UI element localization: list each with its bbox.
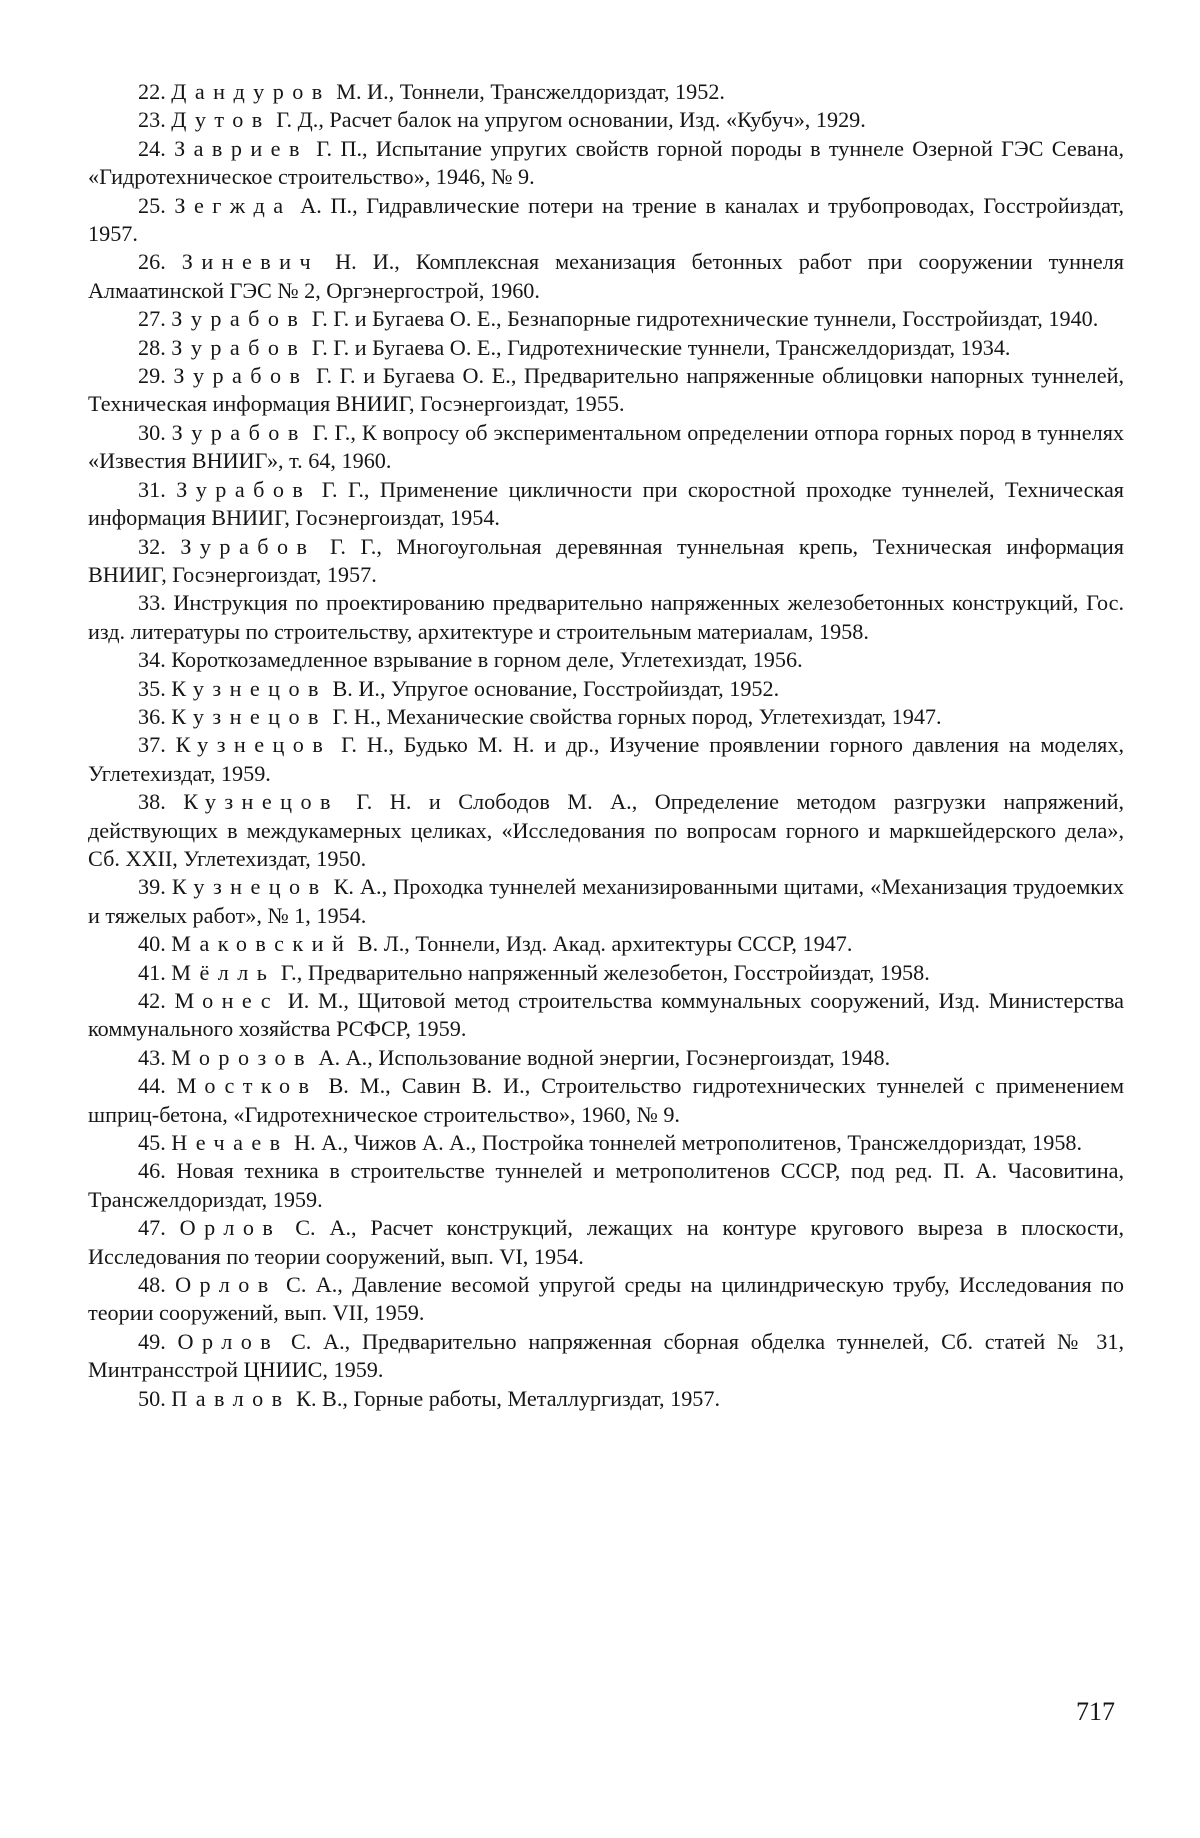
reference-number: 43. bbox=[138, 1044, 166, 1070]
reference-entry bbox=[88, 135, 1124, 192]
reference-entry bbox=[88, 1328, 1124, 1385]
reference-author: Дутов bbox=[171, 107, 271, 133]
reference-number: 42. bbox=[138, 988, 166, 1013]
reference-entry bbox=[88, 476, 1124, 533]
reference-number: 41. bbox=[138, 959, 166, 985]
reference-number: 48. bbox=[138, 1272, 166, 1298]
reference-entry bbox=[88, 334, 1124, 362]
reference-entry bbox=[88, 703, 1124, 731]
reference-entry bbox=[88, 248, 1124, 305]
reference-number: 49. bbox=[138, 1328, 166, 1354]
reference-text: Г., Предварительно напряженный железобетон, Госстройиздат, 1958. bbox=[275, 959, 930, 985]
reference-author: Кузнецов bbox=[171, 675, 327, 701]
reference-number: 27. bbox=[138, 306, 166, 332]
reference-author: Орлов bbox=[177, 1328, 280, 1354]
reference-author: Завриев bbox=[174, 135, 308, 161]
reference-number: 39. bbox=[138, 874, 166, 900]
reference-entry bbox=[88, 362, 1124, 419]
reference-number: 30. bbox=[138, 419, 166, 445]
reference-number: 44. bbox=[138, 1073, 166, 1099]
reference-author: Зурабов bbox=[171, 419, 307, 445]
bibliography-page bbox=[88, 78, 1124, 1413]
reference-author: Мёлль bbox=[171, 959, 276, 985]
reference-number: 37. bbox=[138, 732, 166, 758]
reference-author: Зегжда bbox=[174, 192, 292, 218]
reference-number: 26. bbox=[138, 249, 166, 275]
reference-number: 50. bbox=[138, 1385, 166, 1411]
reference-entry bbox=[88, 78, 1124, 106]
reference-entry bbox=[88, 930, 1124, 958]
reference-text: Новая техника в строительстве туннелей и метрополитенов СССР, под ред. П. А. Часовитина, Трансжелдориздат, 1959. bbox=[88, 1158, 1125, 1212]
reference-number: 29. bbox=[138, 363, 166, 389]
reference-number: 36. bbox=[138, 703, 166, 729]
reference-entry bbox=[88, 533, 1124, 590]
reference-text: Г. П., Испытание упругих свойств горной породы в туннеле Озерной ГЭС Севана, «Гидротехническое строительство», 1946, № 9. bbox=[88, 135, 1125, 190]
reference-text: В. М., Савин В. И., Строительство гидротехнических туннелей с применением шприц-бетона, «Гидротехническое строительство», 1960, № 9. bbox=[88, 1073, 1124, 1127]
reference-entry bbox=[88, 305, 1124, 333]
reference-text: К. В., Горные работы, Металлургиздат, 1957. bbox=[290, 1385, 721, 1411]
reference-author: Зурабов bbox=[171, 306, 307, 332]
reference-entry bbox=[88, 106, 1124, 134]
reference-entry bbox=[88, 987, 1124, 1044]
reference-number: 35. bbox=[138, 675, 166, 701]
reference-entry bbox=[88, 675, 1124, 703]
reference-author: Зурабов bbox=[173, 363, 309, 389]
reference-text: Г. Д., Расчет балок на упругом основании, Изд. «Кубуч», 1929. bbox=[270, 107, 866, 133]
reference-author: Мостков bbox=[176, 1073, 318, 1099]
page-number: 717 bbox=[1076, 1697, 1115, 1726]
reference-text: В. Л., Тоннели, Изд. Акад. архитектуры СССР, 1947. bbox=[352, 931, 853, 957]
reference-entry bbox=[88, 1271, 1124, 1328]
reference-number: 40. bbox=[138, 931, 166, 957]
reference-author: Зурабов bbox=[171, 334, 307, 360]
reference-text: С. А., Давление весомой упругой среды на цилиндрическую трубу, Исследования по теории сооружений, вып. VII, 1959. bbox=[88, 1272, 1125, 1326]
reference-entry bbox=[88, 1072, 1124, 1129]
reference-text: Г. Г., Многоугольная деревянная туннельная крепь, Техническая информация ВНИИГ, Госэнергоиздат, 1957. bbox=[88, 533, 1124, 587]
reference-entry bbox=[88, 873, 1124, 930]
reference-number: 25. bbox=[138, 192, 166, 218]
reference-number: 32. bbox=[138, 533, 166, 559]
reference-list bbox=[88, 78, 1124, 1413]
reference-text: Г. Н. и Слободов М. А., Определение методом разгрузки напряжений, действующих в междукамерных целиках, «Исследования по вопросам горного и маркшейдерского дела», Сб. XXII, Углетехиздат, 1950. bbox=[88, 789, 1124, 871]
reference-number: 47. bbox=[138, 1215, 166, 1241]
reference-text: Н. И., Комплексная механизация бетонных работ при сооружении туннеля Алмаатинской ГЭС № 2, Оргэнергострой, 1960. bbox=[88, 249, 1125, 303]
reference-text: Г. Г. и Бугаева О. Е., Предварительно напряженные облицовки напорных туннелей, Техническая информация ВНИИГ, Госэнергоиздат, 1955. bbox=[88, 363, 1125, 417]
reference-text: Короткозамедленное взрывание в горном деле, Углетехиздат, 1956. bbox=[171, 647, 803, 673]
reference-number: 33. bbox=[138, 590, 166, 616]
reference-text: С. А., Расчет конструкций, лежащих на контуре кругового выреза в плоскости, Исследования по теории сооружений, вып. VI, 1954. bbox=[88, 1215, 1124, 1269]
reference-author: Зиневич bbox=[181, 249, 320, 275]
reference-author: Орлов bbox=[179, 1215, 282, 1241]
reference-entry bbox=[88, 419, 1124, 476]
reference-text: И. М., Щитовой метод строительства коммунальных сооружений, Изд. Министерства коммунального хозяйства РСФСР, 1959. bbox=[88, 988, 1125, 1042]
reference-number: 38. bbox=[138, 789, 166, 815]
reference-text: Г. Н., Механические свойства горных пород, Углетехиздат, 1947. bbox=[326, 703, 942, 729]
reference-entry bbox=[88, 1044, 1124, 1072]
reference-entry bbox=[88, 788, 1124, 873]
reference-author: Маковский bbox=[171, 931, 353, 957]
reference-text: Г. Г. и Бугаева О. Е., Гидротехнические туннели, Трансжелдориздат, 1934. bbox=[306, 334, 1011, 360]
reference-number: 24. bbox=[138, 135, 166, 161]
reference-entry bbox=[88, 1214, 1124, 1271]
reference-entry bbox=[88, 192, 1124, 249]
reference-entry bbox=[88, 731, 1124, 788]
reference-author: Дандуров bbox=[171, 79, 331, 104]
reference-author: Павлов bbox=[171, 1385, 291, 1411]
reference-text: А. А., Использование водной энергии, Госэнергоиздат, 1948. bbox=[313, 1044, 891, 1070]
reference-author: Кузнецов bbox=[183, 789, 339, 815]
reference-author: Морозов bbox=[171, 1044, 313, 1070]
reference-author: Кузнецов bbox=[175, 732, 332, 758]
reference-text: К. А., Проходка туннелей механизированными щитами, «Механизация трудоемких и тяжелых работ», № 1, 1954. bbox=[88, 874, 1125, 928]
reference-author: Зурабов bbox=[180, 533, 316, 559]
reference-author: Зурабов bbox=[176, 476, 312, 502]
reference-author: Орлов bbox=[175, 1272, 277, 1298]
reference-text: Г. Н., Будько М. Н. и др., Изучение проявлении горного давления на моделях, Углетехиздат, 1959. bbox=[88, 732, 1124, 786]
reference-entry bbox=[88, 646, 1124, 674]
reference-text: Н. А., Чижов А. А., Постройка тоннелей метрополитенов, Трансжелдориздат, 1958. bbox=[288, 1130, 1083, 1156]
reference-text: В. И., Упругое основание, Госстройиздат, 1952. bbox=[326, 675, 780, 701]
reference-entry bbox=[88, 1385, 1124, 1413]
reference-number: 28. bbox=[138, 334, 166, 360]
reference-number: 23. bbox=[138, 107, 166, 133]
reference-text: М. И., Тоннели, Трансжелдориздат, 1952. bbox=[330, 79, 725, 104]
reference-number: 45. bbox=[138, 1130, 166, 1156]
reference-text: Инструкция по проектированию предварительно напряженных железобетонных конструкций, Гос. изд. литературы по строительству, архитектуре и строительным материалам, 1958. bbox=[88, 590, 1124, 644]
reference-number: 22. bbox=[138, 79, 166, 104]
reference-text: А. П., Гидравлические потери на трение в каналах и трубопроводах, Госстройиздат, 1957. bbox=[88, 192, 1125, 247]
reference-entry bbox=[88, 1129, 1124, 1157]
reference-entry bbox=[88, 1157, 1124, 1214]
reference-entry bbox=[88, 589, 1124, 646]
reference-author: Кузнецов bbox=[171, 703, 327, 729]
reference-number: 31. bbox=[138, 476, 166, 502]
reference-number: 46. bbox=[138, 1158, 166, 1184]
reference-text: Г. Г., Применение цикличности при скоростной проходке туннелей, Техническая информация ВНИИГ, Госэнергоиздат, 1954. bbox=[88, 476, 1125, 531]
reference-entry bbox=[88, 959, 1124, 987]
reference-text: С. А., Предварительно напряженная сборная обделка туннелей, Сб. статей № 31, Минтрансстрой ЦНИИС, 1959. bbox=[88, 1328, 1124, 1383]
reference-author: Монес bbox=[174, 988, 280, 1013]
reference-text: Г. Г. и Бугаева О. Е., Безнапорные гидротехнические туннели, Госстройиздат, 1940. bbox=[306, 306, 1099, 332]
reference-author: Кузнецов bbox=[171, 874, 328, 900]
reference-number: 34. bbox=[138, 647, 166, 673]
reference-text: Г. Г., К вопросу об экспериментальном определении отпора горных пород в туннелях «Известия ВНИИГ», т. 64, 1960. bbox=[88, 419, 1124, 474]
reference-author: Нечаев bbox=[171, 1130, 289, 1156]
